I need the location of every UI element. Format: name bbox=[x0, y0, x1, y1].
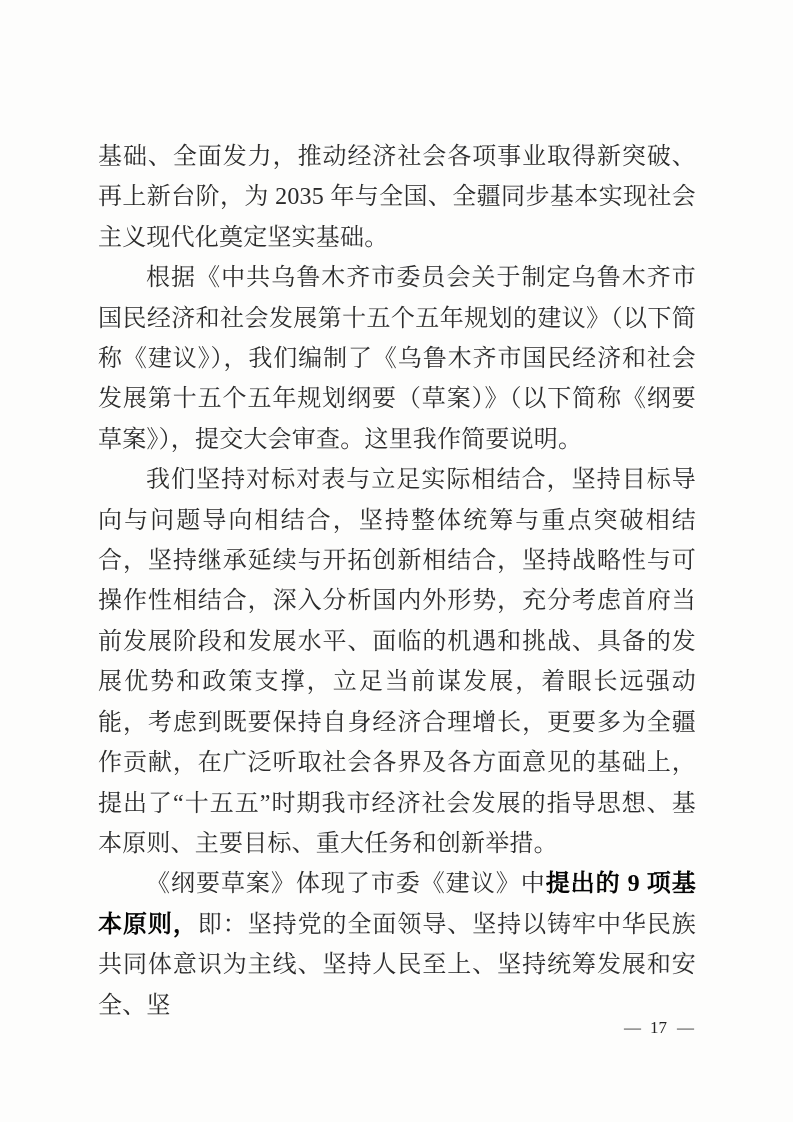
page-footer bbox=[493, 1018, 693, 1038]
paragraph-text: 《纲要草案》体现了市委《建议》中 bbox=[146, 871, 546, 898]
page-number: 17 bbox=[650, 1018, 667, 1037]
paragraph-basis bbox=[98, 258, 696, 460]
paragraph-nine-principles bbox=[98, 864, 696, 1026]
page-number-dash-right: — bbox=[677, 1018, 693, 1037]
page-number-dash-left: — bbox=[624, 1018, 640, 1037]
paragraph-text: 即：坚持党的全面领导、坚持以铸牢中华民族共同体意识为主线、坚持人民至上、坚持统筹发展和安全、坚 bbox=[98, 911, 696, 1019]
paragraph-text: 基础、全面发力，推动经济社会各项事业取得新突破、再上新台阶，为 2035 年与全国、全疆同步基本实现社会主义现代化奠定坚实基础。 bbox=[98, 144, 696, 251]
document-body bbox=[98, 137, 696, 1026]
paragraph-continuation bbox=[98, 137, 696, 258]
paragraph-text-bold: 提出的 9 项基本原则， bbox=[98, 871, 696, 938]
paragraph-text: 我们坚持对标对表与立足实际相结合，坚持目标导向与问题导向相结合，坚持整体统筹与重点突破相结合，坚持继承延续与开拓创新相结合，坚持战略性与可操作性相结合，深入分析国内外形势，充分考虑首府当前发展阶段和发展水平、面临的机遇和挑战、具备的发展优势和政策支撑，立足当前谋发展，着眼长远强动能，考虑到既要保持自身经济合理增长，更要多为全疆作贡献，在广泛听取社会各界及各方面意见的基础上，提出了“十五五”时期我市经济社会发展的指导思想、基本原则、主要目标、重大任务和创新举措。 bbox=[98, 467, 696, 857]
paragraph-principles-approach bbox=[98, 460, 696, 864]
paragraph-text: 根据《中共乌鲁木齐市委员会关于制定乌鲁木齐市国民经济和社会发展第十五个五年规划的建议》（以下简称《建议》），我们编制了《乌鲁木齐市国民经济和社会发展第十五个五年规划纲要（草案）》（以下简称《纲要草案》），提交大会审查。这里我作简要说明。 bbox=[98, 265, 696, 453]
